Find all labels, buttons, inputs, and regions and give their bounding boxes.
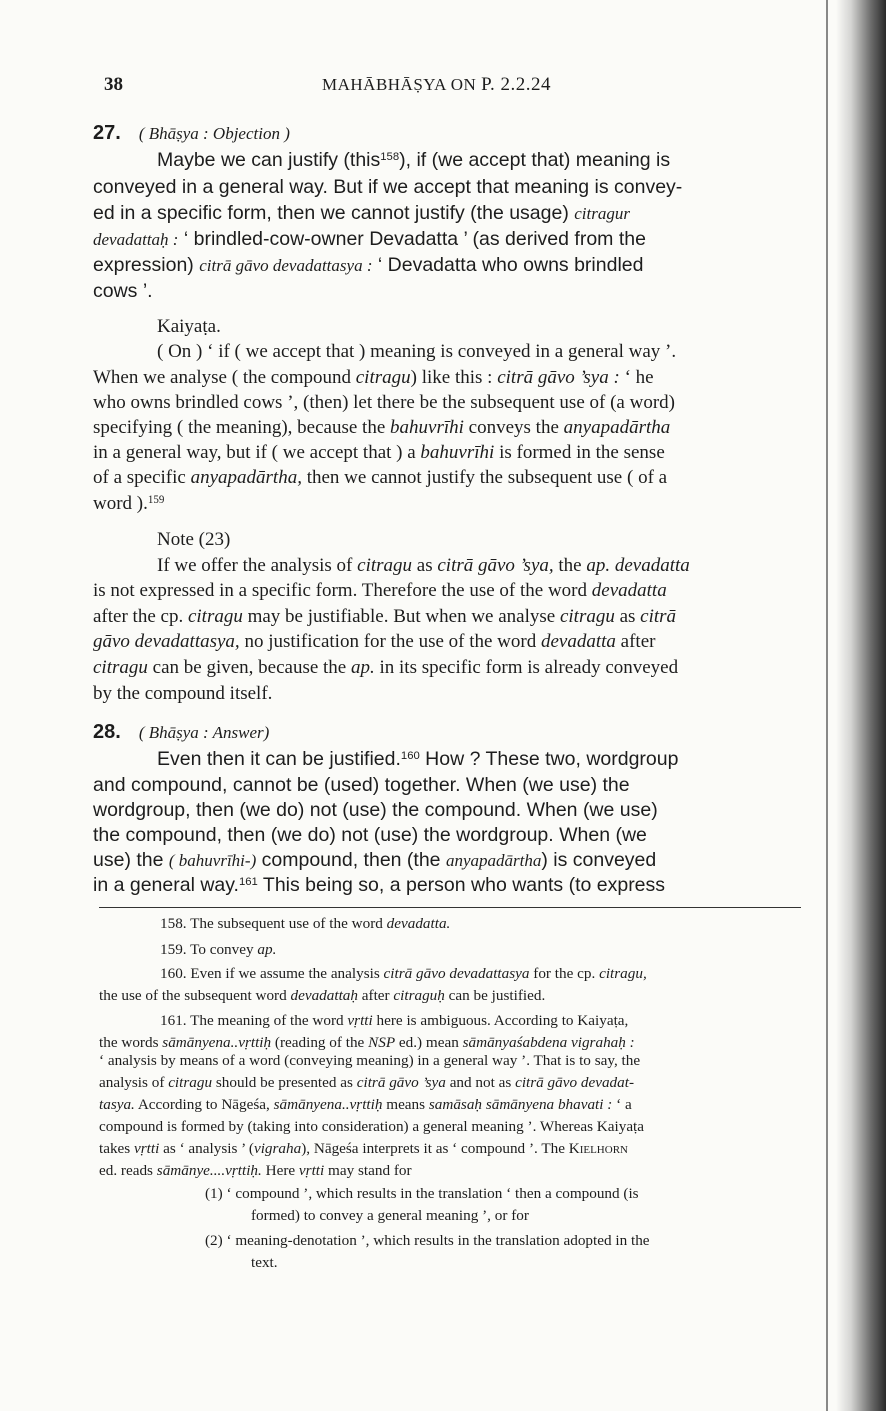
footnote-161-item-2-line-2: text. xyxy=(251,1254,278,1271)
kaiyata-line-6: of a specific anyapadārtha, then we cannot justify the subsequent use ( of a xyxy=(93,467,668,488)
footnote-161-item-2-line-1: (2) ‘ meaning-denotation ’, which results in the translation adopted in the xyxy=(205,1232,650,1249)
kaiyata-line-3: who owns brindled cows ’, (then) let there be the subsequent use of (a word) xyxy=(93,392,675,413)
page-header xyxy=(104,74,604,100)
s28-line-4: the compound, then (we do) not (use) the wordgroup. When (we xyxy=(93,824,647,846)
section-heading: ( Bhāṣya : Objection ) xyxy=(138,124,290,143)
page-number: 38 xyxy=(104,74,123,95)
kaiyata-line-1: ( On ) ‘ if ( we accept that ) meaning is conveyed in a general way ’. xyxy=(157,341,677,362)
kaiyata-label: Kaiyaṭa. xyxy=(157,316,221,337)
note-line-5: citragu can be given, because the ap. in its specific form is already conveyed xyxy=(93,657,679,678)
footnote-159: 159. To convey ap. xyxy=(160,941,277,958)
section-28-heading xyxy=(93,722,269,742)
gutter-line xyxy=(826,0,828,1411)
s27-line-6: cows ’. xyxy=(93,280,153,302)
footnote-161-line-4: analysis of citragu should be presented as citrā gāvo ’sya and not as citrā gāvo devadat- xyxy=(99,1074,635,1091)
footnote-161-item-1-line-1: (1) ‘ compound ’, which results in the translation ‘ then a compound (is xyxy=(205,1185,639,1202)
footnote-161-line-3: ‘ analysis by means of a word (conveying meaning) in a general way ’. That is to say, the xyxy=(99,1052,641,1069)
note-line-4: gāvo devadattasya, no justification for the use of the word devadatta after xyxy=(93,631,656,652)
kaiyata-line-2: When we analyse ( the compound citragu) like this : citrā gāvo ’sya : ‘ he xyxy=(93,367,654,388)
footnote-161-line-5: tasya. According to Nāgeśa, sāmānyena..vṛttiḥ means samāsaḥ sāmānyena bhavati : ‘ a xyxy=(99,1096,632,1113)
footnote-160-line-2: the use of the subsequent word devadattaḥ after citraguḥ can be justified. xyxy=(99,987,546,1004)
s27-line-3: ed in a specific form, then we cannot justify (the usage) citragur xyxy=(93,202,630,224)
s27-line-1: Maybe we can justify (this$^{158}$), if (we accept that) meaning is xyxy=(157,149,671,171)
section-number: 27. xyxy=(93,122,121,144)
footnote-161-line-2: the words sāmānyena..vṛttiḥ (reading of the NSP ed.) mean sāmānyaśabdena vigrahaḥ : xyxy=(99,1034,635,1051)
note-line-1: If we offer the analysis of citragu as citrā gāvo ’sya, the ap. devadatta xyxy=(157,555,690,576)
s28-line-3: wordgroup, then (we do) not (use) the compound. When (we use) xyxy=(93,799,658,821)
s27-line-5: expression) citrā gāvo devadattasya : ‘ Devadatta who owns brindled xyxy=(93,254,644,276)
kaiyata-line-7: word ).$^{159}$ xyxy=(93,493,165,514)
book-spine-shadow xyxy=(836,0,886,1411)
note-line-3: after the cp. citragu may be justifiable. But when we analyse citragu as citrā xyxy=(93,606,677,627)
s28-line-2: and compound, cannot be (used) together. When (we use) the xyxy=(93,774,630,796)
footnote-161-line-6: compound is formed by (taking into consideration) a general meaning ’. Whereas Kaiyaṭa xyxy=(99,1118,645,1135)
footnote-161-item-1-line-2: formed) to convey a general meaning ’, or for xyxy=(251,1207,529,1224)
s28-line-6: in a general way.$^{161}$ This being so, a person who wants (to express xyxy=(93,874,666,896)
note-line-6: by the compound itself. xyxy=(93,683,273,704)
kaiyata-line-4: specifying ( the meaning), because the bahuvrīhi conveys the anyapadārtha xyxy=(93,417,671,438)
section-heading: ( Bhāṣya : Answer) xyxy=(138,723,270,742)
s28-line-1: Even then it can be justified.$^{160}$ How ? These two, wordgroup xyxy=(157,748,679,770)
footnote-158: 158. The subsequent use of the word devadatta. xyxy=(160,915,451,932)
s27-line-4: devadattaḥ : ‘ brindled-cow-owner Devadatta ’ (as derived from the xyxy=(93,228,646,250)
footnote-161-line-7: takes vṛtti as ‘ analysis ’ (vigraha), Nāgeśa interprets it as ‘ compound ’. The Kielhorn xyxy=(99,1140,628,1157)
footnote-rule xyxy=(99,907,801,908)
footnote-160-line-1: 160. Even if we assume the analysis citrā gāvo devadattasya for the cp. citragu, xyxy=(160,965,647,982)
section-27-heading xyxy=(93,123,290,143)
kaiyata-line-5: in a general way, but if ( we accept that ) a bahuvrīhi is formed in the sense xyxy=(93,442,665,463)
footnote-161-line-8: ed. reads sāmānye....vṛttiḥ. Here vṛtti may stand for xyxy=(99,1162,412,1179)
s27-line-2: conveyed in a general way. But if we accept that meaning is convey- xyxy=(93,176,683,198)
footnote-161-line-1: 161. The meaning of the word vṛtti here is ambiguous. According to Kaiyaṭa, xyxy=(160,1012,629,1029)
running-title: MAHĀBHĀṢYA ON P. 2.2.24 xyxy=(322,74,552,95)
section-number: 28. xyxy=(93,721,121,743)
note-label: Note (23) xyxy=(157,529,231,550)
s28-line-5: use) the ( bahuvrīhi-) compound, then (the anyapadārtha) is conveyed xyxy=(93,849,657,871)
note-line-2: is not expressed in a specific form. Therefore the use of the word devadatta xyxy=(93,580,667,601)
